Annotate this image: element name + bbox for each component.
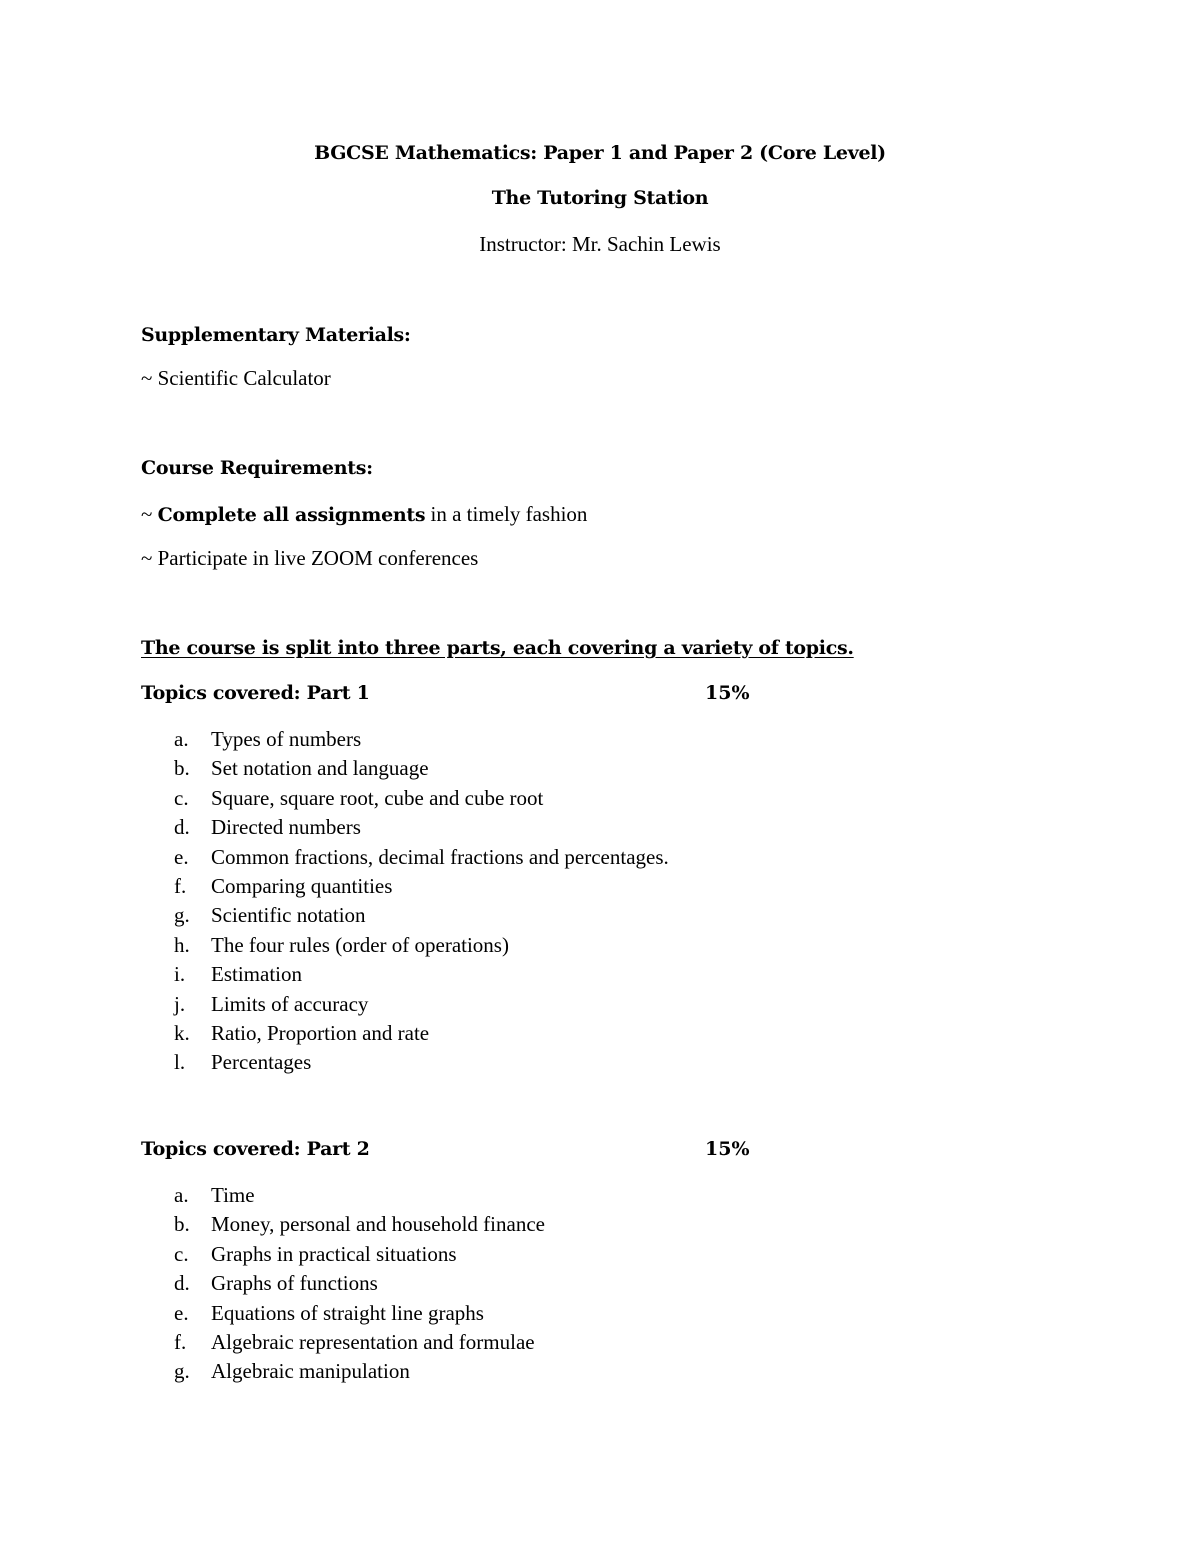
topic-letter: h. bbox=[174, 932, 190, 957]
topic-letter: a. bbox=[174, 727, 189, 751]
topic-text: Percentages bbox=[211, 1050, 312, 1075]
topic-list-item bbox=[174, 1210, 545, 1239]
supplementary-item: ~ Scientific Calculator bbox=[141, 366, 331, 390]
topic-letter: j. bbox=[174, 991, 186, 1016]
topic-letter: g. bbox=[174, 1359, 190, 1384]
topic-list-item bbox=[174, 872, 669, 901]
topic-list-item bbox=[174, 813, 669, 842]
topic-letter: e. bbox=[174, 1300, 189, 1325]
organization-name: The Tutoring Station bbox=[491, 187, 709, 209]
topic-list-item bbox=[174, 784, 669, 813]
topic-text: Comparing quantities bbox=[211, 873, 393, 898]
part1-heading: Topics covered: Part 1 bbox=[141, 682, 370, 704]
topic-text: Ratio, Proportion and rate bbox=[211, 1020, 430, 1045]
topic-letter: a. bbox=[174, 1183, 189, 1207]
instructor-line: Instructor: Mr. Sachin Lewis bbox=[479, 232, 721, 256]
topic-list-item bbox=[174, 725, 669, 754]
document-title: BGCSE Mathematics: Paper 1 and Paper 2 (Core Level) bbox=[314, 142, 886, 164]
topic-letter: d. bbox=[174, 1271, 190, 1296]
topic-letter: b. bbox=[174, 1212, 190, 1237]
topic-letter: d. bbox=[174, 815, 190, 840]
requirement-item-assignments bbox=[141, 502, 587, 527]
topic-letter: b. bbox=[174, 756, 190, 781]
topic-letter: f. bbox=[174, 873, 187, 898]
topic-list-item bbox=[174, 901, 669, 930]
topic-list-item bbox=[174, 1019, 669, 1048]
topic-text: Limits of accuracy bbox=[211, 991, 369, 1016]
topic-text: Money, personal and household finance bbox=[211, 1212, 545, 1237]
topic-text: Algebraic representation and formulae bbox=[211, 1329, 535, 1354]
topic-letter: f. bbox=[174, 1329, 187, 1354]
topic-letter: c. bbox=[174, 1241, 189, 1266]
topic-list-item bbox=[174, 1357, 545, 1386]
part1-percent: 15% bbox=[705, 682, 750, 704]
requirement-item-zoom: ~ Participate in live ZOOM conferences bbox=[141, 546, 479, 570]
topic-list-item bbox=[174, 960, 669, 989]
topic-text: Algebraic manipulation bbox=[211, 1359, 410, 1384]
part2-percent: 15% bbox=[705, 1138, 750, 1160]
topic-list-item bbox=[174, 1048, 669, 1077]
topic-text: Directed numbers bbox=[211, 815, 361, 840]
topic-text: Time bbox=[211, 1183, 255, 1207]
topic-text: Graphs of functions bbox=[211, 1271, 378, 1296]
topic-list-item bbox=[174, 990, 669, 1019]
course-split-heading: The course is split into three parts, each covering a variety of topics. bbox=[141, 637, 854, 659]
topic-letter: k. bbox=[174, 1020, 190, 1045]
topic-text: Set notation and language bbox=[211, 756, 429, 781]
topic-list-item bbox=[174, 1181, 545, 1210]
topic-letter: g. bbox=[174, 903, 190, 928]
topic-letter: c. bbox=[174, 785, 189, 810]
topic-text: Square, square root, cube and cube root bbox=[211, 785, 544, 810]
topic-text: Types of numbers bbox=[211, 727, 362, 751]
requirements-heading: Course Requirements: bbox=[141, 457, 373, 479]
part2-heading: Topics covered: Part 2 bbox=[141, 1138, 370, 1160]
topic-list-item bbox=[174, 1299, 545, 1328]
topic-text: Estimation bbox=[211, 962, 302, 987]
part1-topic-list bbox=[174, 725, 669, 1078]
topic-text: Graphs in practical situations bbox=[211, 1241, 457, 1266]
topic-text: Common fractions, decimal fractions and percentages. bbox=[211, 844, 669, 869]
requirement-prefix: ~ bbox=[141, 502, 158, 526]
requirement-rest-text: in a timely fashion bbox=[425, 502, 588, 526]
topic-list-item bbox=[174, 1240, 545, 1269]
topic-list-item bbox=[174, 1269, 545, 1298]
requirement-bold-text: Complete all assignments bbox=[157, 504, 426, 526]
topic-list-item bbox=[174, 931, 669, 960]
supplementary-heading: Supplementary Materials: bbox=[141, 324, 411, 346]
topic-list-item bbox=[174, 754, 669, 783]
topic-list-item bbox=[174, 1328, 545, 1357]
topic-text: Equations of straight line graphs bbox=[211, 1300, 484, 1325]
topic-list-item bbox=[174, 843, 669, 872]
topic-text: The four rules (order of operations) bbox=[211, 932, 509, 957]
topic-letter: l. bbox=[174, 1050, 186, 1075]
topic-letter: i. bbox=[174, 962, 186, 987]
part2-topic-list bbox=[174, 1181, 545, 1387]
topic-text: Scientific notation bbox=[211, 903, 366, 928]
topic-letter: e. bbox=[174, 844, 189, 869]
